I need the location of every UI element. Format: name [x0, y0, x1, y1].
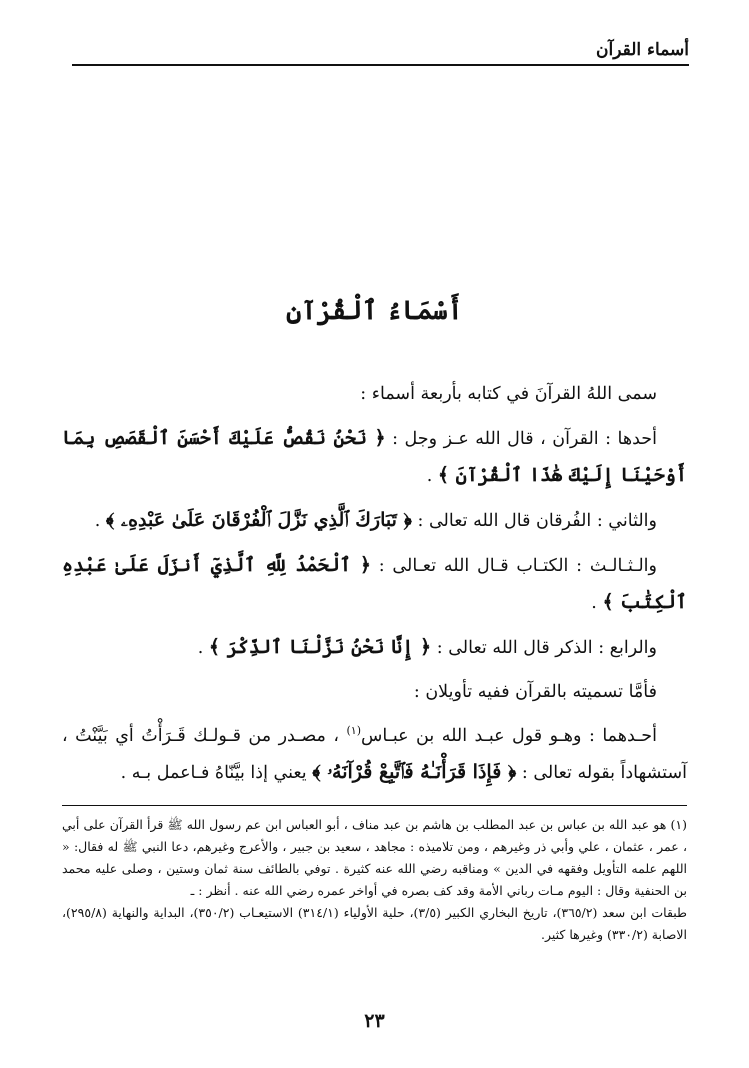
paragraph-naming-reason [62, 674, 687, 710]
p3-suffix: . [591, 593, 597, 613]
intro-text: سمى اللهُ القرآنَ في كتابه بأربعة أسماء : [360, 384, 657, 404]
footnote-reference[interactable]: (١) [346, 724, 362, 738]
paragraph-second-name [62, 502, 687, 539]
p3-quran-quote: ﴿ ٱلْحَمْدُ لِلَّهِ ٱلَّذِيٓ أَنزَلَ عَلَىٰ عَبْدِهِ ٱلْكِتَٰبَ ﴾ [62, 554, 687, 613]
p1-quran-quote: ﴿ نَحْنُ نَقُصُّ عَلَيْكَ أَحْسَنَ ٱلْقَصَصِ بِمَا أَوْحَيْنَا إِلَيْكَ هَٰذَا ٱلْقُرْآنَ ﴾ [62, 427, 687, 486]
p1-suffix: . [426, 466, 433, 486]
intro-paragraph [62, 376, 687, 412]
footnotes [62, 814, 687, 946]
p2-suffix: . [94, 511, 101, 531]
p6-part1: أحـدهما : وهـو قول عبـد الله بن عبـاس [361, 726, 657, 746]
paragraph-third-name [62, 547, 687, 621]
p4-suffix: . [197, 638, 204, 658]
running-title: أسماء القرآن [596, 40, 689, 60]
page-number: ٢٣ [364, 1010, 385, 1032]
paragraph-first-name [62, 420, 687, 494]
p4-prefix: والرابع : الذكر قال الله تعالى : [436, 638, 657, 658]
p2-prefix: والثاني : الفُرقان قال الله تعالى : [417, 511, 657, 531]
p4-quran-quote: ﴿ إِنَّا نَحْنُ نَزَّلْنَا ٱلذِّكْرَ ﴾ [208, 636, 432, 658]
p5-text: فأمَّا تسميته بالقرآن ففيه تأويلان : [413, 682, 657, 702]
paragraph-fourth-name [62, 629, 687, 666]
p3-prefix: والـثـالـث : الكتـاب قـال الله تعـالى : [378, 556, 657, 576]
main-text [62, 376, 687, 799]
running-header [72, 30, 689, 66]
p6-part2: ، مصـدر من قـولـك قَـرَأْتُ أي بَيَّنْتُ ، آستشهاداً بقوله تعالى : [62, 726, 687, 783]
paragraph-first-interpretation [62, 718, 687, 791]
footnote-1-biography: (١) هو عبد الله بن عباس بن عبد المطلب بن هاشم بن عبد مناف ، أبو العباس ابن عم رسول الله ﷺ قرأ القرآن على أبي ، عمر ، عثمان ، علي وأبي ذر وغيرهم ، ومن تلاميذه : مجاهد ، سعيد بن جبير ، والأعرج وغيرهم، دعا النبي ﷺ له فقال: « اللهم علمه التأويل وفقهه في الدين » ومناقبه رضي الله عنه كثيرة . توفي بالطائف سنة ثمان وستين ، وصلى عليه محمد بن الحنفية وقال : اليوم مـات رباني الأمة وقد كف بصره في أواخر عمره رضي الله عنه . أنظر : ـ [62, 817, 687, 898]
p1-prefix: أحدها : القرآن ، قال الله عـز وجل : [392, 429, 657, 449]
p6-quran-quote: ﴿ فَإِذَا قَرَأْنَـٰهُ فَٱتَّبِعْ قُرْآنَهُۥ ﴾ [312, 761, 517, 783]
chapter-title: أَسْمَاءُ ٱلْقُرْآنِ [286, 296, 463, 326]
p2-quran-quote: ﴿ تَبَارَكَ ٱلَّذِي نَزَّلَ ٱلْفُرْقَانَ عَلَىٰ عَبْدِهِۦ ﴾ [105, 509, 412, 531]
footnote-separator [62, 805, 687, 806]
p6-part3: يعني إذا بيَّنّاهُ فـاعمل بـه . [120, 763, 307, 783]
footnote-1-references: طبقات ابن سعد (٣٦٥/٢)، تاريخ البخاري الكبير (٣/٥)، حلية الأولياء (٣١٤/١) الاستيعـاب (٣٥٠/٢)، البداية والنهاية (٢٩٥/٨)، الاصابة (٣٣٠/٢) وغيرها كثير. [62, 905, 687, 942]
